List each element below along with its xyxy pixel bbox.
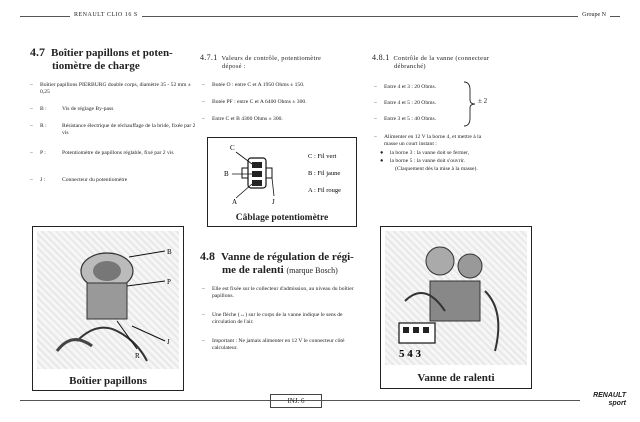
label-c: C xyxy=(230,144,235,152)
legend-b: B : Fil jaune xyxy=(308,170,341,177)
header-left: RENAULT CLIO 16 S xyxy=(70,12,142,18)
bullet-item: ● la borne 3 : la vanne doit se fermer, xyxy=(380,150,470,156)
list-item: – Entre 3 et 5 : 40 Ohms. xyxy=(374,116,437,122)
list-item: – Butée O : entre C et A 1950 Ohms ± 150. xyxy=(202,82,305,88)
legend-a: A : Fil rouge xyxy=(308,187,342,194)
idle-valve-sketch xyxy=(385,231,527,365)
list-item: – Une flèche (↔) sur le corps de la vanne indique le sens de circulation de l'air. xyxy=(202,312,343,325)
header-right: Groupe N xyxy=(578,12,610,18)
legend-c: C : Fil vert xyxy=(308,153,337,160)
renault-sport-logo: RENAULT sport xyxy=(593,392,626,407)
brace xyxy=(462,80,476,128)
list-item: – P : Potentiomètre de papillons réglable, fixé par 2 vis xyxy=(30,150,174,156)
label-r: R xyxy=(135,352,140,360)
idle-valve-caption: Vanne de ralenti xyxy=(380,368,532,389)
wiring-caption: Câblage potentiomètre xyxy=(207,211,357,227)
label-b: B xyxy=(167,248,172,256)
throttle-body-caption: Boîtier papillons xyxy=(32,372,184,391)
section-4-7-title: 4.7 Boîtier papillons et poten- tiomètre de charge xyxy=(30,45,173,72)
photo-placeholder xyxy=(37,231,179,369)
label-j: J xyxy=(167,338,170,346)
label-b: B xyxy=(224,170,229,178)
section-4-8-1-title: 4.8.1 Contrôle de la vanne (connecteur débranché) xyxy=(372,53,490,70)
list-item: – Important : Ne jamais alimenter en 12 V le connecteur côté calculateur. xyxy=(202,338,345,351)
section-4-8-title: 4.8 Vanne de régulation de régi- me de ralenti (marque Bosch) xyxy=(200,249,354,276)
connector-drawing xyxy=(208,138,356,212)
pin-numbers: 5 4 3 xyxy=(399,348,421,360)
page-header xyxy=(20,10,620,24)
throttle-body-sketch xyxy=(37,231,179,369)
list-item: – Entre 4 et 3 : 20 Ohms. xyxy=(374,84,437,90)
label-a: A xyxy=(232,198,238,206)
list-item: – R : Résistance électrique de réchauffage de la bride, fixée par 2 vis xyxy=(30,123,196,136)
label-p: P xyxy=(167,278,171,286)
list-item: – J : Connecteur du potentiomètre xyxy=(30,177,128,183)
list-item: – Elle est fixée sur le collecteur d'admission, au niveau du boîtier papillons. xyxy=(202,286,354,299)
list-item: – Butée PF : entre C et A 6400 Ohms ± 300. xyxy=(202,99,307,105)
label-j: J xyxy=(272,198,275,206)
idle-valve-photo xyxy=(380,226,532,370)
list-item: – Entre C et B 4300 Ohms ± 300. xyxy=(202,116,283,122)
section-4-7-1-title: 4.7.1 Valeurs de contrôle, potentiomètre déposé : xyxy=(200,53,322,70)
list-item: – Entre 4 et 5 : 20 Ohms. xyxy=(374,100,437,106)
list-item: – B : Vis de réglage By-pass xyxy=(30,106,114,112)
wiring-diagram xyxy=(207,137,357,213)
list-item: – Boîtier papillons PIERBURG double corps, diamètre 35 - 52 mm ± 0,25 xyxy=(30,82,191,95)
bullet-item: ● la borne 5 : la vanne doit s'ouvrir. xyxy=(380,158,465,164)
tolerance: ± 2 xyxy=(478,97,488,105)
throttle-body-photo xyxy=(32,226,184,374)
page-number: INJ. 6 xyxy=(270,394,322,408)
note: (Claquement dès la mise à la masse). xyxy=(395,166,478,172)
feed-instruction: – Alimenter en 12 V la borne 4, et mettre à la masse un court instant : xyxy=(374,134,482,147)
photo-placeholder xyxy=(385,231,527,365)
